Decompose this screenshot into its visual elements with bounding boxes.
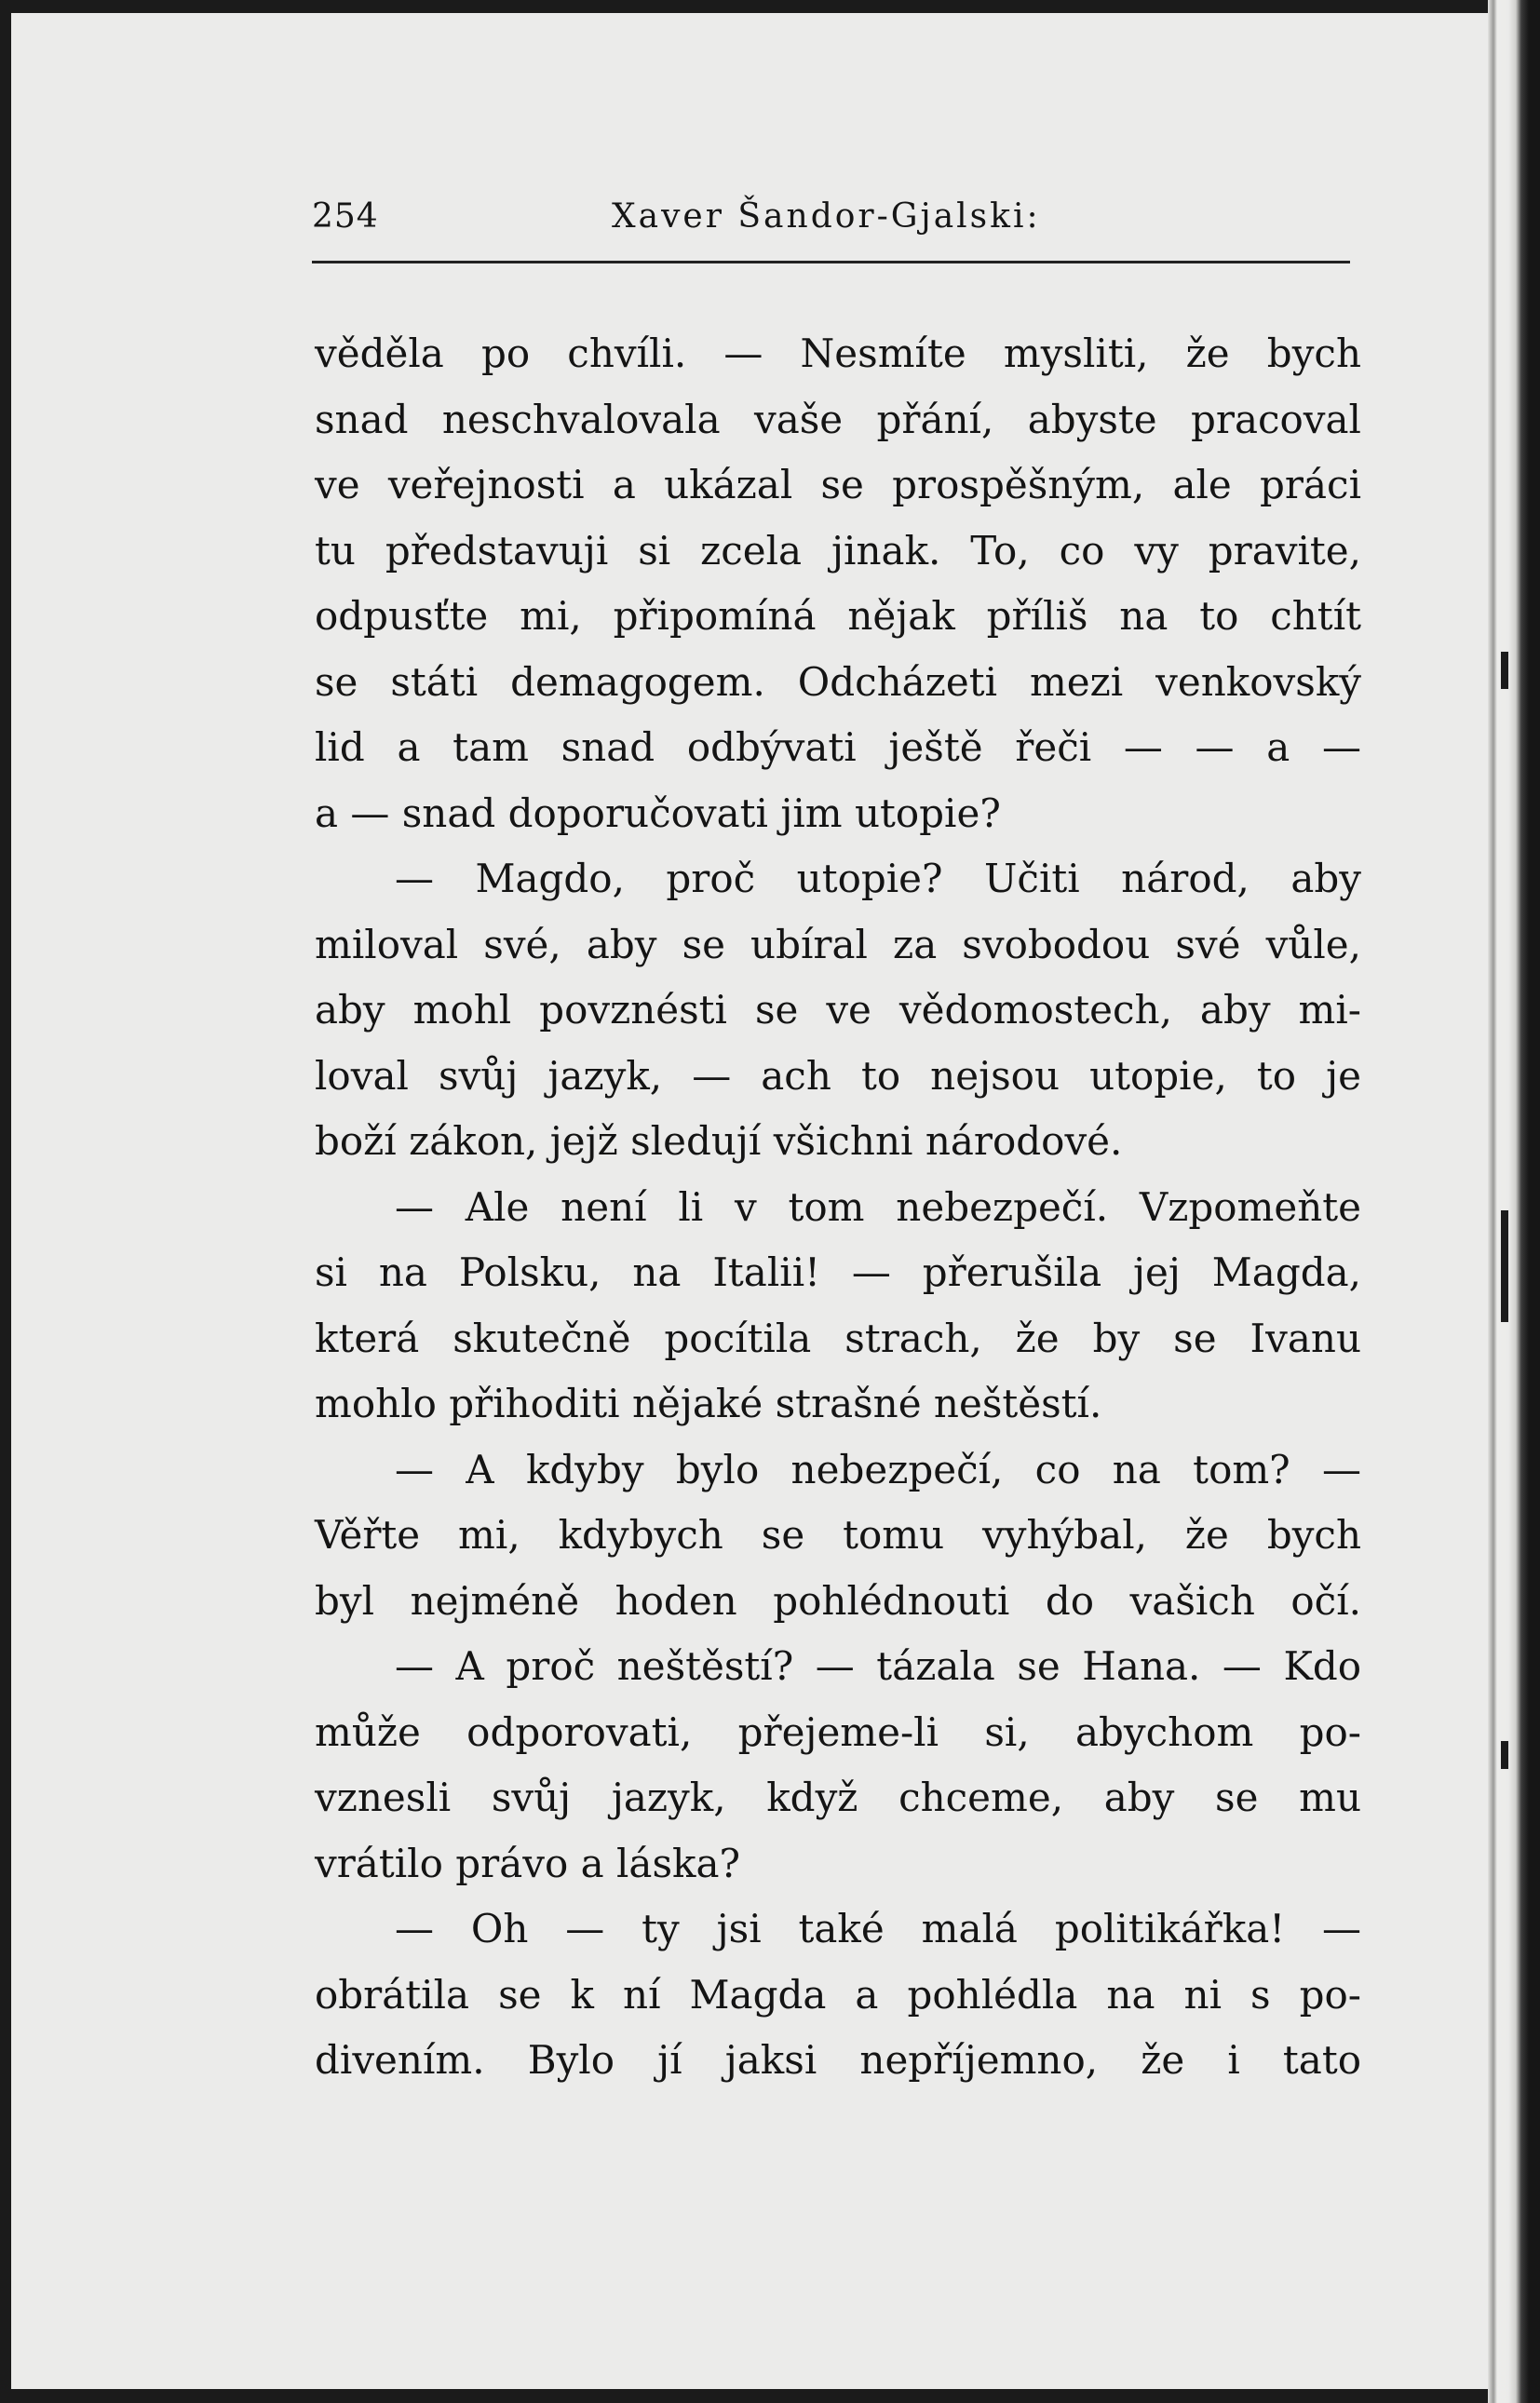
text-line: a — snad doporučovati jim utopie? bbox=[315, 790, 1001, 836]
page-number: 254 bbox=[312, 197, 379, 236]
text-line: miloval své, aby se ubíral za svobodou své vůle, bbox=[315, 921, 1361, 967]
text-line: — Ale není li v tom nebezpečí. Vzpomeňte bbox=[395, 1183, 1361, 1230]
text-line: může odporovati, přejeme-li si, abychom po- bbox=[315, 1708, 1361, 1755]
text-line: odpusťte mi, připomíná nějak příliš na to chtít bbox=[315, 593, 1361, 639]
text-line: — Magdo, proč utopie? Učiti národ, aby bbox=[395, 856, 1361, 901]
text-line: — A proč neštěstí? — tázala se Hana. — Kdo bbox=[395, 1643, 1361, 1689]
text-line: vrátilo právo a láska? bbox=[315, 1840, 741, 1886]
text-line: vznesli svůj jazyk, když chceme, aby se mu bbox=[315, 1775, 1361, 1820]
text-line: byl nejméně hoden pohlédnouti do vašich očí. bbox=[315, 1577, 1361, 1624]
text-line: která skutečně pocítila strach, že by se Ivanu bbox=[315, 1315, 1361, 1361]
text-line: snad neschvalovala vaše přání, abyste pracoval bbox=[315, 396, 1361, 442]
header-rule bbox=[312, 261, 1350, 263]
text-line: — A kdyby bylo nebezpečí, co na tom? — bbox=[395, 1446, 1361, 1492]
text-line: boží zákon, jejž sledují všichni národové. bbox=[315, 1118, 1123, 1164]
spine-mark bbox=[1501, 1210, 1508, 1322]
text-line: věděla po chvíli. — Nesmíte mysliti, že bych bbox=[315, 331, 1361, 376]
scan-border-top bbox=[0, 0, 1540, 13]
running-head: Xaver Šandor-Gjalski: bbox=[612, 197, 1041, 236]
text-line: lid a tam snad odbývati ještě řeči — — a — bbox=[315, 724, 1361, 770]
text-line: si na Polsku, na Italii! — přerušila jej Magda, bbox=[315, 1249, 1361, 1295]
text-line: aby mohl povznésti se ve vědomostech, aby mi- bbox=[315, 987, 1361, 1033]
spine-mark bbox=[1501, 652, 1508, 689]
text-line: Věřte mi, kdybych se tomu vyhýbal, že bych bbox=[315, 1512, 1361, 1558]
text-line: obrátila se k ní Magda a pohlédla na ni s po- bbox=[315, 1971, 1361, 2018]
text-line: se státi demagogem. Odcházeti mezi venkovský bbox=[315, 658, 1361, 705]
scan-border-left bbox=[0, 0, 11, 2403]
text-line: mohlo přihoditi nějaké strašné neštěstí. bbox=[315, 1381, 1102, 1426]
text-line: ve veřejnosti a ukázal se prospěšným, ale práci bbox=[315, 462, 1361, 507]
text-line: tu představuji si zcela jinak. To, co vy pravite, bbox=[315, 527, 1361, 574]
text-line: divením. Bylo jí jaksi nepříjemno, že i tato bbox=[315, 2037, 1361, 2083]
page-header bbox=[312, 197, 1350, 250]
scan-border-right bbox=[1488, 0, 1540, 2403]
scan-border-bottom bbox=[0, 2389, 1540, 2403]
spine-mark bbox=[1501, 1741, 1508, 1769]
text-line: loval svůj jazyk, — ach to nejsou utopie, to je bbox=[315, 1052, 1361, 1099]
body-text bbox=[315, 321, 1361, 2094]
text-line: — Oh — ty jsi také malá politikářka! — bbox=[395, 1906, 1361, 1951]
